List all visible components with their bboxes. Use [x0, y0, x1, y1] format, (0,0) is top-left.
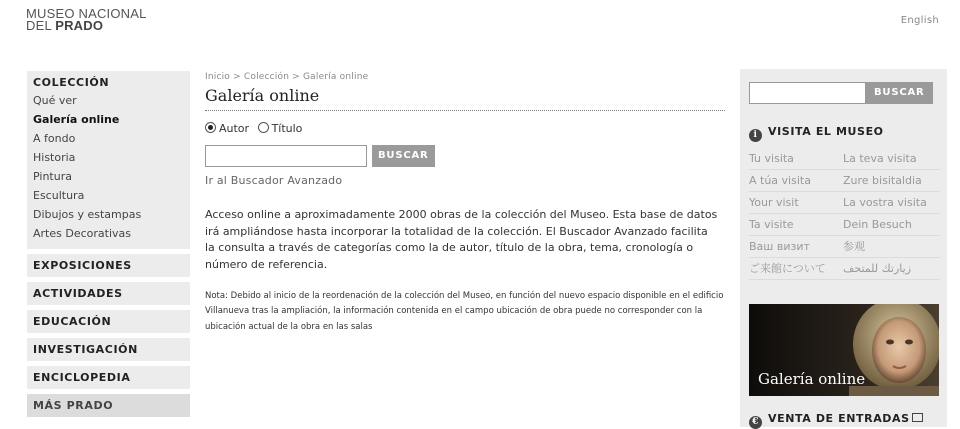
visit-row	[749, 236, 940, 258]
radio-author-label: Autor	[219, 122, 250, 135]
visit-links	[749, 148, 940, 280]
visit-link[interactable]: Ваш визит	[749, 240, 810, 253]
sidebar-section-educacion[interactable]: EDUCACIÓN	[27, 310, 190, 333]
sidebar-section-title[interactable]: COLECCIÓN	[33, 76, 110, 89]
advanced-search-link[interactable]: Ir al Buscador Avanzado	[205, 174, 343, 187]
sidebar-section-investigacion[interactable]: INVESTIGACIÓN	[27, 338, 190, 361]
museum-logo[interactable]	[26, 8, 147, 32]
info-icon: i	[749, 129, 762, 142]
visit-row	[749, 170, 940, 192]
sidebar-collection-block	[27, 71, 190, 249]
right-search-button[interactable]: BUSCAR	[866, 82, 933, 104]
note-text: Nota: Debido al inicio de la reordenación de la colección del Museo, en función del nuevo espacio disponible en el edificio Villanueva tras la ampliación, la información contenida en el campo ubicación de obra puede no corresponder con la ubicación actual de la obra en las salas	[205, 291, 724, 332]
visit-link[interactable]: ご来館について	[749, 262, 826, 275]
radio-title-label: Título	[271, 122, 303, 135]
search-type-radios	[205, 121, 725, 137]
sidebar-section-enciclopedia[interactable]: ENCICLOPEDIA	[27, 366, 190, 389]
external-window-icon	[912, 413, 923, 422]
logo-line-2-prefix: DEL	[26, 18, 56, 33]
visit-link[interactable]: Tu visita	[749, 152, 794, 165]
tickets-heading-label: VENTA DE ENTRADAS	[768, 412, 910, 425]
visit-link[interactable]: Your visit	[749, 196, 799, 209]
visit-row	[749, 148, 940, 170]
sidebar-item-que-ver[interactable]: Qué ver	[33, 94, 77, 107]
radio-author[interactable]	[205, 122, 216, 133]
visit-link[interactable]: La teva visita	[843, 152, 917, 165]
visit-row	[749, 214, 940, 236]
search-row	[205, 145, 725, 168]
tickets-heading[interactable]	[749, 411, 923, 427]
visit-link[interactable]: 参观	[843, 240, 865, 253]
language-link[interactable]: English	[900, 15, 939, 26]
euro-icon: €	[749, 416, 762, 429]
sidebar-item-dibujos[interactable]: Dibujos y estampas	[33, 208, 142, 221]
breadcrumb[interactable]: Inicio > Colección > Galería online	[205, 72, 369, 82]
sidebar-section-actividades[interactable]: ACTIVIDADES	[27, 282, 190, 305]
main-content	[205, 71, 725, 335]
sidebar-item-artes-decorativas[interactable]: Artes Decorativas	[33, 227, 131, 240]
visit-link[interactable]: A túa visita	[749, 174, 811, 187]
page-title: Galería online	[205, 86, 725, 111]
sidebar-section-exposiciones[interactable]: EXPOSICIONES	[27, 254, 190, 277]
logo-line-2	[26, 20, 147, 32]
sidebar-item-galeria-online[interactable]: Galería online	[33, 113, 120, 126]
visit-heading-label: VISITA EL MUSEO	[768, 125, 884, 138]
visit-link[interactable]: زيارتك للمتحف	[843, 262, 912, 275]
radio-title[interactable]	[258, 122, 269, 133]
search-input[interactable]	[205, 145, 367, 167]
sidebar-section-mas-prado[interactable]: MÁS PRADO	[27, 394, 190, 417]
sidebar	[27, 71, 190, 417]
sidebar-item-pintura[interactable]: Pintura	[33, 170, 72, 183]
right-column	[740, 69, 947, 427]
visit-heading[interactable]	[749, 124, 884, 140]
visit-row	[749, 192, 940, 214]
description-text: Acceso online a aproximadamente 2000 obras de la colección del Museo. Esta base de datos irá ampliándose hasta incorporar la totalidad de la colección. El Buscador Avanzado facilita la consulta a través de categorías como la de autor, título de la obra, tema, cronología o número de referencia.	[205, 208, 718, 271]
visit-link[interactable]: Dein Besuch	[843, 218, 912, 231]
sidebar-item-historia[interactable]: Historia	[33, 151, 76, 164]
logo-line-1: MUSEO NACIONAL	[26, 6, 147, 21]
right-search	[749, 82, 933, 104]
search-button[interactable]: BUSCAR	[372, 145, 435, 167]
logo-line-2-name: PRADO	[55, 18, 104, 33]
sidebar-item-a-fondo[interactable]: A fondo	[33, 132, 76, 145]
gallery-banner[interactable]	[749, 304, 939, 396]
visit-link[interactable]: Ta visite	[749, 218, 794, 231]
visit-link[interactable]: Zure bisitaldia	[843, 174, 922, 187]
gallery-label: Galería online	[758, 370, 866, 388]
sidebar-item-escultura[interactable]: Escultura	[33, 189, 85, 202]
right-search-input[interactable]	[749, 82, 866, 104]
visit-link[interactable]: La vostra visita	[843, 196, 927, 209]
visit-row	[749, 258, 940, 280]
